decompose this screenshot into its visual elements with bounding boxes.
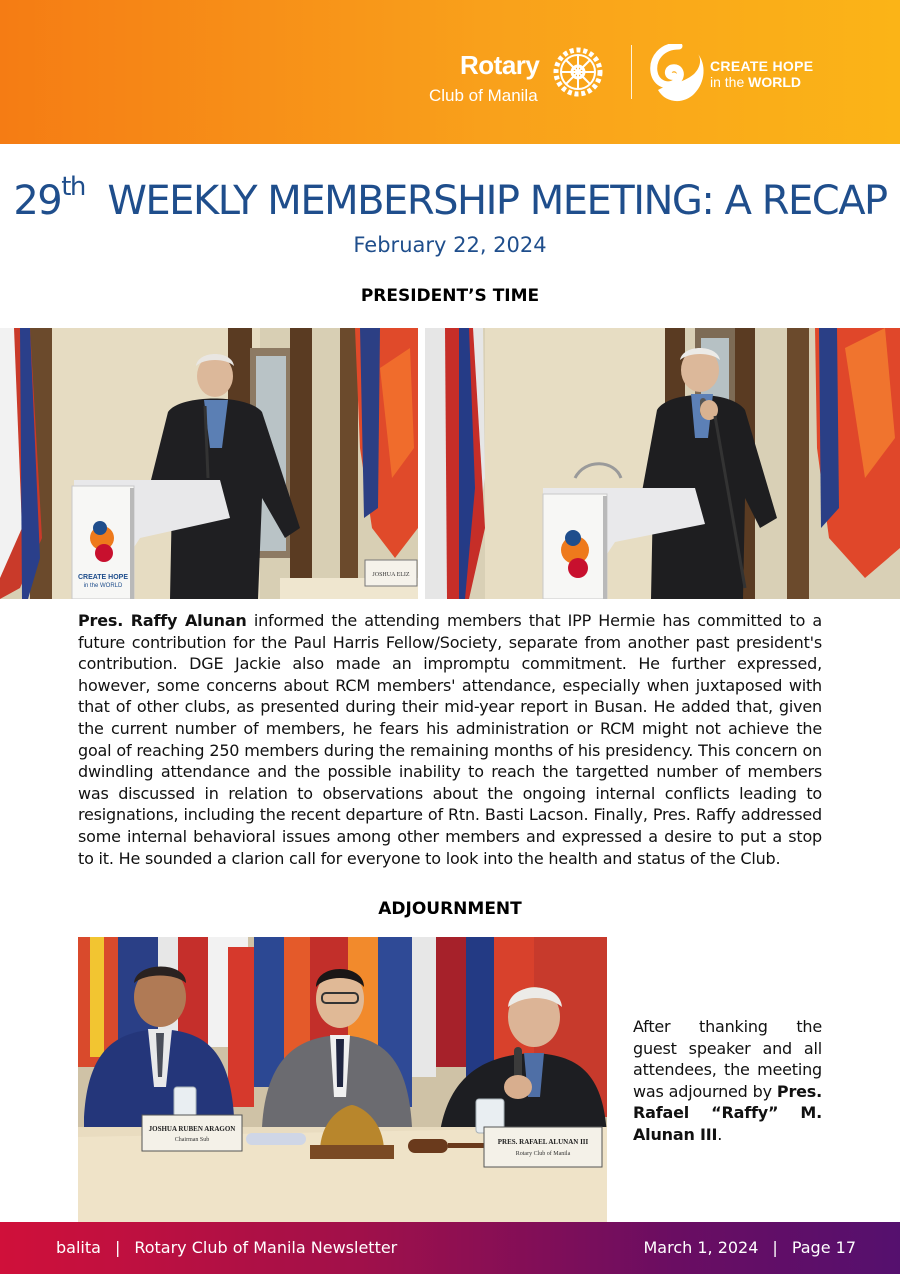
adjournment-paragraph bbox=[633, 1016, 822, 1146]
footer-page-number: Page 17 bbox=[791, 1238, 856, 1257]
rotary-logo-word: Rotary bbox=[460, 50, 540, 80]
title-ordinal-suffix: th bbox=[61, 172, 85, 202]
rotary-logo-subtitle: Club of Manila bbox=[429, 86, 538, 105]
podium-banner-line1: CREATE HOPE bbox=[77, 574, 129, 581]
title-number: 29 bbox=[13, 178, 62, 224]
rotary-wheel-icon bbox=[550, 44, 606, 100]
header-banner bbox=[0, 0, 900, 144]
create-hope-line2-prefix: in the bbox=[710, 74, 745, 90]
presidents-time-paragraph bbox=[78, 610, 822, 869]
footer-left bbox=[56, 1238, 397, 1257]
nameplate-aragon-line2: Chairman Sub bbox=[174, 1137, 210, 1143]
nameplate-alunan-line1: PRES. RAFAEL ALUNAN III bbox=[497, 1138, 589, 1146]
photo-head-table-adjournment bbox=[78, 937, 607, 1222]
presidents-time-lead-name: Pres. Raffy Alunan bbox=[78, 611, 247, 630]
rotary-club-logo bbox=[428, 44, 612, 108]
footer-publication: balita bbox=[56, 1238, 101, 1257]
create-hope-swirl-icon bbox=[650, 44, 708, 106]
podium-banner-line2: in the WORLD bbox=[83, 583, 123, 589]
create-hope-line1: CREATE HOPE bbox=[710, 58, 814, 74]
footer-newsletter: Rotary Club of Manila Newsletter bbox=[134, 1238, 398, 1257]
footer-separator-1: | bbox=[114, 1238, 121, 1257]
page-title bbox=[0, 172, 900, 224]
photo-president-at-podium-2 bbox=[425, 328, 900, 599]
adjournment-heading: ADJOURNMENT bbox=[378, 899, 522, 919]
adjournment-body-prefix: After thanking the guest speaker and all attendees, the meeting was adjourned by bbox=[633, 1017, 822, 1101]
footer-issue-date: March 1, 2024 bbox=[643, 1238, 759, 1257]
logo-divider bbox=[631, 45, 632, 99]
page-footer bbox=[0, 1222, 900, 1274]
adjournment-body-suffix: . bbox=[717, 1124, 723, 1144]
create-hope-logo bbox=[650, 44, 820, 106]
nameplate-aragon-line1: JOSHUA RUBEN ARAGON bbox=[148, 1125, 236, 1133]
presidents-time-heading: PRESIDENT’S TIME bbox=[360, 286, 540, 306]
meeting-date: February 22, 2024 bbox=[353, 233, 547, 257]
footer-right bbox=[643, 1238, 856, 1257]
create-hope-line2-emph: WORLD bbox=[748, 74, 802, 90]
nameplate-left-photo: JOSHUA ELIZ bbox=[372, 572, 410, 578]
nameplate-alunan-line2: Rotary Club of Manila bbox=[515, 1151, 571, 1157]
presidents-time-body: informed the attending members that IPP Hermie has committed to a future contribution for the Paul Harris Fellow/Society, separate from another past president's contribution. DGE Jackie also made an impromptu commitment. He further expressed, however, some concerns about RCM members' attendance, especially when juxtaposed with that of other clubs, as presented during their mid-year report in Busan. He added that, given the current number of members, he fears his administration or RCM might not achieve the goal of reaching 250 members during the remaining months of his presidency. This concern on dwindling attendance and the possible inability to reach the targetted number of members was discussed in relation to observations about the ongoing internal conflicts leading to resignations, including the recent departure of Rtn. Basti Lacson. Finally, Pres. Raffy addressed some internal behavioral issues among other members and expressed a desire to put a stop to it. He sounded a clarion call for everyone to look into the health and status of the Club. bbox=[78, 611, 822, 868]
adjournment-presiding-officer: Pres. Rafael “Raffy” M. Alunan III bbox=[633, 1081, 822, 1144]
footer-separator-2: | bbox=[772, 1238, 778, 1257]
create-hope-line2 bbox=[710, 74, 801, 90]
title-text: WEEKLY MEMBERSHIP MEETING: A RECAP bbox=[107, 178, 887, 224]
photo-president-at-podium-1 bbox=[0, 328, 418, 599]
